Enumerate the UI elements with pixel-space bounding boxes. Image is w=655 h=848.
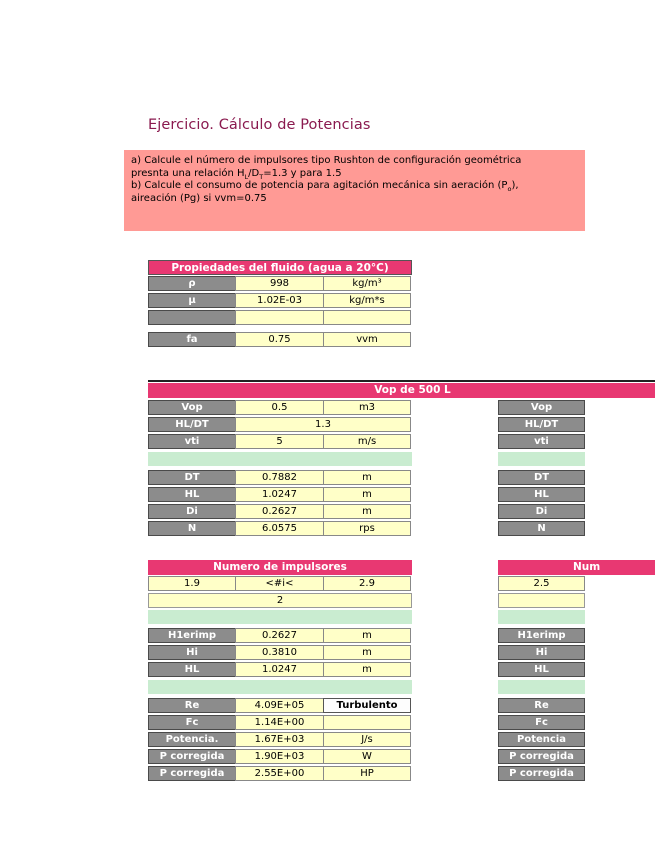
flow-regime-badge: Turbulento <box>323 698 411 713</box>
table-row <box>498 715 584 730</box>
table-row <box>498 417 584 432</box>
right-vop-label: Vop <box>498 400 585 415</box>
p-corregida-w-label: P corregida <box>148 749 236 764</box>
table-row <box>148 521 410 536</box>
n-unit: rps <box>323 521 411 536</box>
fluid-unit-fa: vvm <box>323 332 411 347</box>
right-hi-label: Hi <box>498 645 585 660</box>
right-impulsores-header: Num <box>498 560 655 575</box>
table-row <box>498 521 584 536</box>
right-range-low: 2.5 <box>498 576 585 591</box>
right-re-label: Re <box>498 698 585 713</box>
right-hl-dt-label: HL/DT <box>498 417 585 432</box>
problem-line-3: b) Calcule el consumo de potencia para agitación mecánica sin aeración $(P_o)$, <box>131 180 519 193</box>
fc-value: 1.14E+00 <box>235 715 324 730</box>
di-label: Di <box>148 504 236 519</box>
di-unit: m <box>323 504 411 519</box>
problem-line-1: a) Calcule el número de impulsores tipo Rushton de configuración geométrica <box>131 155 522 166</box>
hl-label: HL <box>148 487 236 502</box>
table-row <box>148 400 410 415</box>
n-label: N <box>148 521 236 536</box>
table-row <box>148 293 410 308</box>
table-row <box>148 732 410 747</box>
table-row <box>148 576 410 591</box>
fluid-label-empty <box>148 310 236 325</box>
separator-row <box>498 610 585 624</box>
right-di-label: Di <box>498 504 585 519</box>
table-row <box>498 662 584 677</box>
hl-dt-label: HL/DT <box>148 417 236 432</box>
fluid-unit-empty <box>323 310 411 325</box>
hl-value: 1.0247 <box>235 487 324 502</box>
table-row <box>498 470 584 485</box>
vop-unit: m3 <box>323 400 411 415</box>
table-row <box>498 576 584 591</box>
table-row <box>498 698 584 713</box>
right-p-corregida-hp-label: P corregida <box>498 766 585 781</box>
page-title: Ejercicio. Cálculo de Potencias <box>148 117 371 133</box>
potencia-label: Potencia. <box>148 732 236 747</box>
potencia-unit: J/s <box>323 732 411 747</box>
fluid-value-empty[interactable] <box>235 310 324 325</box>
fluid-value-fa[interactable]: 0.75 <box>235 332 324 347</box>
right-n-label: N <box>498 521 585 536</box>
n-value: 6.0575 <box>235 521 324 536</box>
fc-unit <box>323 715 411 730</box>
separator-row <box>498 452 585 466</box>
table-row <box>498 434 584 449</box>
right-p-corregida-w-label: P corregida <box>498 749 585 764</box>
table-row <box>498 732 584 747</box>
separator-row <box>148 680 412 694</box>
table-row <box>148 417 410 432</box>
di-value: 0.2627 <box>235 504 324 519</box>
fluid-unit-rho: kg/m³ <box>323 276 411 291</box>
fluid-unit-mu: kg/m*s <box>323 293 411 308</box>
h1erimp-value: 0.2627 <box>235 628 324 643</box>
dt-label: DT <box>148 470 236 485</box>
right-impulsores-count <box>498 593 585 608</box>
h1erimp-unit: m <box>323 628 411 643</box>
impulsores-count: 2 <box>148 593 412 608</box>
table-row <box>148 715 410 730</box>
hl-unit: m <box>323 487 411 502</box>
hl2-label: HL <box>148 662 236 677</box>
fluid-value-mu[interactable]: 1.02E-03 <box>235 293 324 308</box>
re-value: 4.09E+05 <box>235 698 324 713</box>
table-row <box>498 645 584 660</box>
table-row <box>498 766 584 781</box>
right-potencia-label: Potencia <box>498 732 585 747</box>
vti-unit: m/s <box>323 434 411 449</box>
hi-unit: m <box>323 645 411 660</box>
table-row <box>148 504 410 519</box>
vop-label: Vop <box>148 400 236 415</box>
hi-label: Hi <box>148 645 236 660</box>
table-row <box>498 628 584 643</box>
table-row <box>148 434 410 449</box>
fc-label: Fc <box>148 715 236 730</box>
right-dt-label: DT <box>498 470 585 485</box>
hl-dt-value[interactable]: 1.3 <box>235 417 411 432</box>
separator-row <box>498 680 585 694</box>
table-row <box>148 628 410 643</box>
impulsores-header: Numero de impulsores <box>148 560 412 575</box>
vop-header: Vop de 500 L <box>148 383 655 398</box>
dt-value: 0.7882 <box>235 470 324 485</box>
vti-label: vti <box>148 434 236 449</box>
range-low: 1.9 <box>148 576 236 591</box>
table-row <box>148 276 410 291</box>
separator-row <box>148 452 412 466</box>
hi-value: 0.3810 <box>235 645 324 660</box>
range-mid: <#i< <box>235 576 324 591</box>
fluid-label-rho: ρ <box>148 276 236 291</box>
problem-statement <box>124 150 585 231</box>
section-divider <box>148 380 655 382</box>
h1erimp-label: H1erimp <box>148 628 236 643</box>
hl2-value: 1.0247 <box>235 662 324 677</box>
table-row <box>498 504 584 519</box>
fluid-label-fa: fa <box>148 332 236 347</box>
right-hl2-label: HL <box>498 662 585 677</box>
vop-value[interactable]: 0.5 <box>235 400 324 415</box>
table-row <box>148 470 410 485</box>
table-row <box>498 749 584 764</box>
table-row <box>148 332 410 347</box>
vti-value[interactable]: 5 <box>235 434 324 449</box>
table-row <box>498 487 584 502</box>
table-row <box>148 645 410 660</box>
problem-line-4: aireación (Pg) si vvm=0.75 <box>131 192 267 204</box>
p-corregida-hp-label: P corregida <box>148 766 236 781</box>
re-label: Re <box>148 698 236 713</box>
separator-row <box>148 610 412 624</box>
problem-line-2: presnta una relación $H_L/D_T=1.3$ y para 1.5 <box>131 167 342 181</box>
right-fc-label: Fc <box>498 715 585 730</box>
table-row <box>148 766 410 781</box>
potencia-value: 1.67E+03 <box>235 732 324 747</box>
fluid-label-mu: μ <box>148 293 236 308</box>
fluid-value-rho[interactable]: 998 <box>235 276 324 291</box>
table-row <box>148 487 410 502</box>
table-row <box>148 310 410 325</box>
p-corregida-w-value: 1.90E+03 <box>235 749 324 764</box>
right-hl-label: HL <box>498 487 585 502</box>
right-vti-label: vti <box>498 434 585 449</box>
p-corregida-w-unit: W <box>323 749 411 764</box>
table-row <box>148 662 410 677</box>
fluid-properties-header: Propiedades del fluido (agua a 20°C) <box>148 260 412 275</box>
table-row <box>148 749 410 764</box>
hl2-unit: m <box>323 662 411 677</box>
range-high: 2.9 <box>323 576 411 591</box>
table-row <box>498 400 584 415</box>
p-corregida-hp-unit: HP <box>323 766 411 781</box>
dt-unit: m <box>323 470 411 485</box>
table-row <box>148 698 410 713</box>
p-corregida-hp-value: 2.55E+00 <box>235 766 324 781</box>
right-h1erimp-label: H1erimp <box>498 628 585 643</box>
